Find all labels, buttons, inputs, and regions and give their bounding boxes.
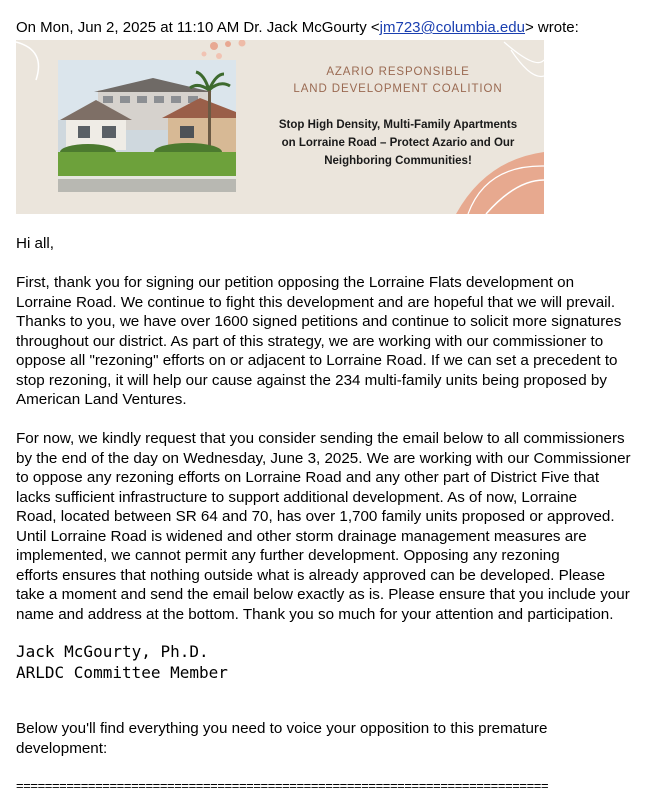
paragraph-line: to oppose any rezoning efforts on Lorraine Road and any other part of District Five that [16, 469, 600, 486]
paragraph-line: throughout our district. As part of this strategy, we are working with our commissioner to [16, 332, 604, 350]
paragraph-line: Lorraine Road. We continue to fight this development and are hopeful that we will prevail. [16, 293, 616, 311]
paragraph-line: For now, we kindly request that you consider sending the email below to all commissioners [16, 430, 625, 447]
sender-email-link[interactable]: jm723@columbia.edu [379, 19, 525, 36]
slogan-line: Stop High Density, Multi-Family Apartments [278, 119, 518, 131]
paragraph-line: development: [16, 739, 108, 757]
paragraph-line: implemented, we cannot permit any further development. Opposing any rezoning [16, 547, 560, 564]
paragraph-line: take a moment and send the email below exactly as is. Please ensure that you include your [16, 586, 630, 603]
paragraph-line: First, thank you for signing our petition opposing the Lorraine Flats development on [16, 274, 575, 291]
email-signature [16, 641, 416, 683]
slogan-line: on Lorraine Road – Protect Azario and Our [281, 137, 515, 149]
paragraph-request [16, 429, 646, 624]
paragraph-line: American Land Ventures. [16, 391, 187, 408]
paragraph-line: by the end of the day on Wednesday, June 3, 2025. We are working with our Commissioner [16, 449, 631, 467]
banner-slogan [259, 116, 537, 170]
separator-line: ========================================================================== [16, 778, 549, 793]
housing-photo [58, 60, 236, 192]
paragraph-line: oppose all "rezoning" efforts on or adjacent to Lorraine Road. If we can set a precedent to [16, 352, 618, 369]
paragraph-intro [16, 719, 646, 758]
paragraph-petition [16, 273, 646, 410]
paragraph-line: stop rezoning, it will help our cause against the 234 multi-family units being proposed by [16, 371, 607, 389]
quote-header-prefix: On Mon, Jun 2, 2025 at 11:10 AM Dr. Jack McGourty < [16, 19, 380, 36]
paragraph-line: name and address at the bottom. Thank you so much for your attention and participation. [16, 605, 614, 623]
signature-name: Jack McGourty, Ph.D. [16, 642, 209, 661]
paragraph-line: Below you'll find everything you need to voice your opposition to this premature [16, 720, 548, 737]
coalition-name-line2: LAND DEVELOPMENT COALITION [293, 83, 503, 95]
greeting [16, 234, 646, 254]
paragraph-line: Road, located between SR 64 and 70, has over 1,700 family units proposed or approved. [16, 508, 615, 525]
signature-title: ARLDC Committee Member [16, 663, 228, 682]
quote-header-suffix: > wrote: [524, 19, 579, 36]
slogan-line: Neighboring Communities! [324, 155, 472, 167]
coalition-name-line1: AZARIO RESPONSIBLE [326, 66, 470, 78]
paragraph-line: Until Lorraine Road is widened and other storm drainage management measures are [16, 527, 587, 545]
greeting-text: Hi all, [16, 235, 54, 252]
coalition-banner-image [16, 40, 544, 214]
paragraph-line: lacks sufficient infrastructure to support additional development. As of now, Lorraine [16, 488, 578, 506]
paragraph-line: efforts ensures that nothing outside what is already approved can be developed. Please [16, 566, 606, 584]
paragraph-line: Thanks to you, we have over 1600 signed petitions and continue to solicit more signatures [16, 313, 622, 330]
coalition-name [278, 64, 518, 98]
quote-header [16, 18, 646, 38]
